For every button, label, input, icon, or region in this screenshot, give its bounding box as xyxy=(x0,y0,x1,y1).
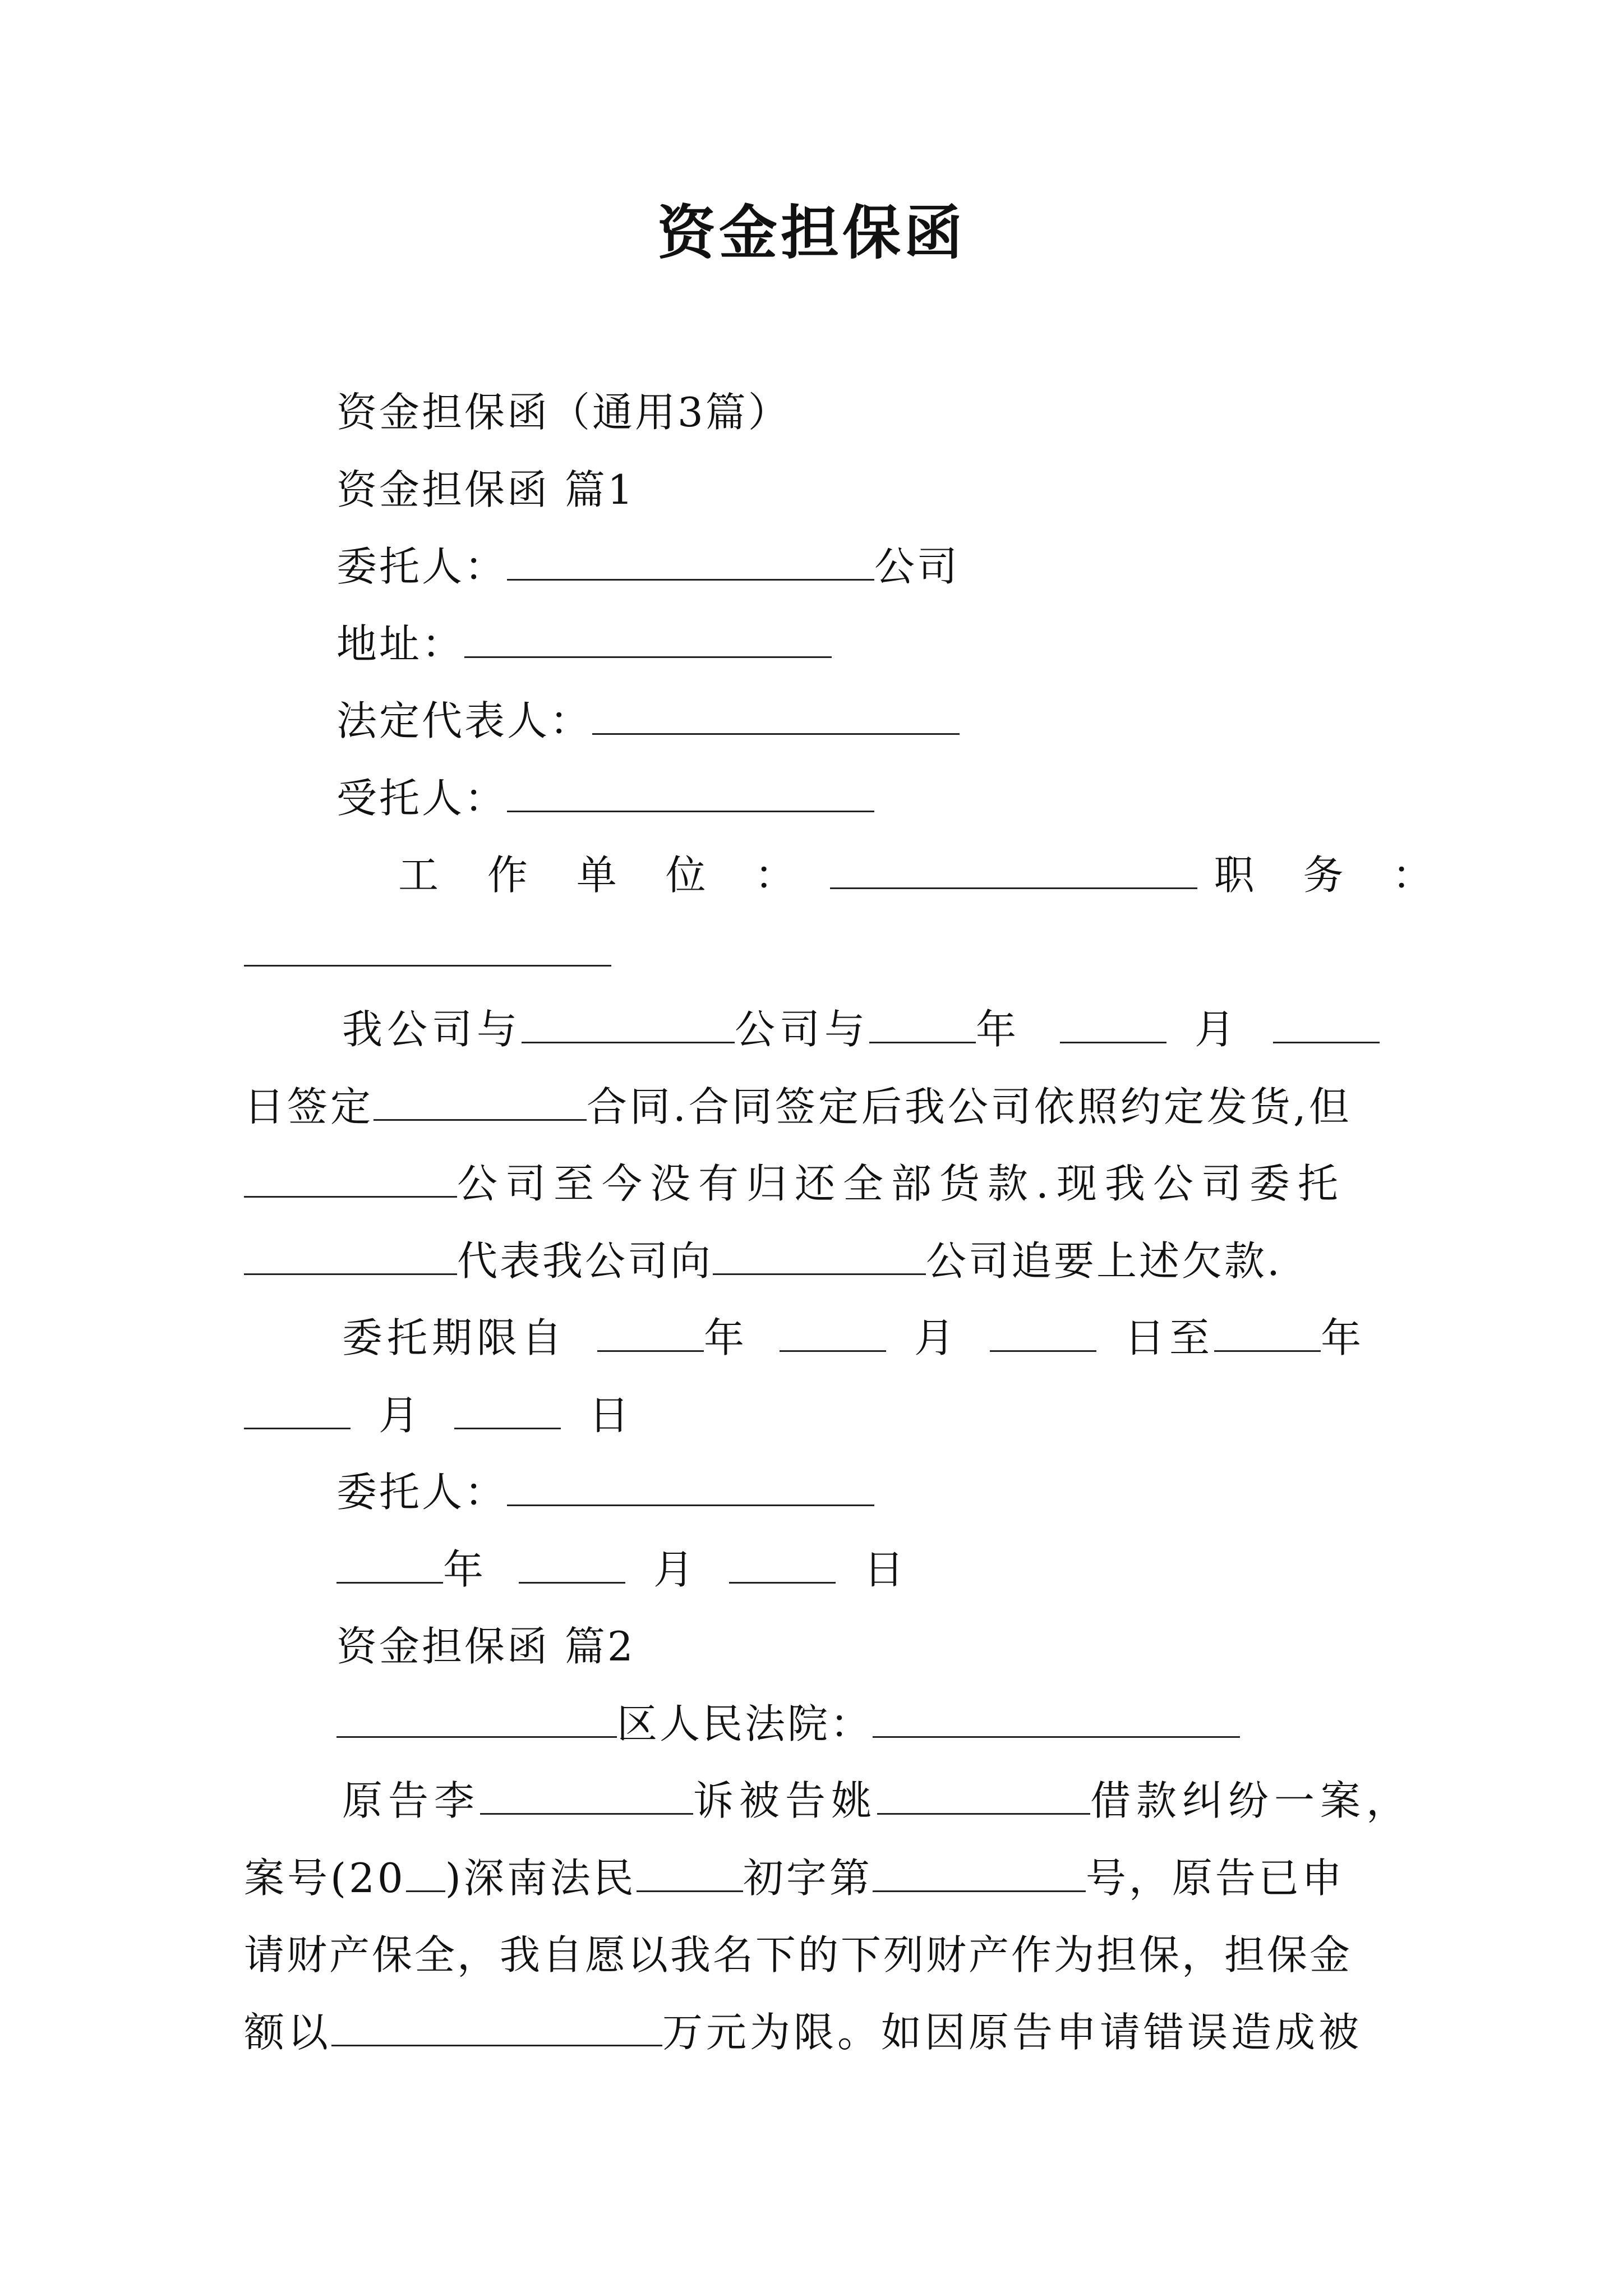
position-line xyxy=(244,922,611,983)
work-unit-line xyxy=(398,844,1450,906)
blank-agent xyxy=(244,1239,457,1275)
legal-rep-label: 法定代表人： xyxy=(336,697,593,744)
blank-day xyxy=(1273,1007,1380,1043)
trustee-label: 受托人： xyxy=(336,775,508,822)
body-p1-text: 日签定 xyxy=(244,1083,374,1130)
blank-amount xyxy=(331,2010,662,2046)
date-text: 月 xyxy=(653,1546,699,1593)
body-p1-text: 公司与 xyxy=(735,1006,870,1053)
legal-rep-line xyxy=(336,690,960,752)
court-label: 区人民法院： xyxy=(617,1700,873,1747)
blank-plaintiff xyxy=(480,1778,693,1815)
work-unit-label: 工 作 单 位 ： xyxy=(398,852,813,899)
period-text: 日 xyxy=(589,1392,634,1439)
blank-start-year xyxy=(597,1315,704,1352)
body-p2-text: 案号(20 xyxy=(244,1855,406,1902)
client-line xyxy=(336,536,960,597)
period-line2 xyxy=(244,1384,634,1446)
blank-company-c xyxy=(713,1239,926,1275)
body-p2-line2 xyxy=(244,1847,1345,1909)
legal-rep-blank xyxy=(592,698,960,735)
body-p1-line3 xyxy=(244,1153,1346,1214)
body-p2-text: 初字第 xyxy=(743,1855,873,1902)
period-text: 日至 xyxy=(1124,1314,1215,1361)
blank-sign-year xyxy=(336,1547,443,1584)
client-suffix: 公司 xyxy=(874,543,960,590)
body-p1-line4 xyxy=(244,1230,1282,1292)
blank-case-year xyxy=(406,1856,445,1892)
body-p1-line1 xyxy=(342,999,1380,1060)
body-p2-text: 诉被告姚 xyxy=(693,1777,878,1824)
body-p1-text: 公司至今没有归还全部货款.现我公司委托 xyxy=(457,1160,1346,1207)
blank-defendant xyxy=(877,1778,1090,1815)
date-text: 年 xyxy=(443,1546,488,1593)
blank-contract xyxy=(374,1084,587,1121)
sign-line xyxy=(336,1461,874,1523)
client-blank xyxy=(507,544,874,581)
period-text: 年 xyxy=(1321,1314,1366,1361)
blank-case-mid xyxy=(637,1856,743,1892)
sign-label: 委托人： xyxy=(336,1469,508,1516)
period-text: 月 xyxy=(914,1314,960,1361)
blank-sign-month xyxy=(519,1547,625,1584)
address-label: 地址： xyxy=(336,620,465,668)
document-title: 资金担保函 xyxy=(657,198,966,267)
court-blank xyxy=(873,1701,1240,1738)
body-p1-text: 公司追要上述欠款. xyxy=(926,1237,1282,1285)
body-p2-line4 xyxy=(244,2001,1362,2063)
section2-heading: 资金担保函 篇2 xyxy=(336,1623,635,1670)
work-unit-blank xyxy=(830,853,1197,889)
trustee-line xyxy=(336,767,874,829)
blank-company-b xyxy=(244,1161,457,1198)
client-label: 委托人： xyxy=(336,543,508,590)
blank-company-a xyxy=(522,1007,735,1043)
date-text: 日 xyxy=(864,1546,909,1593)
address-line xyxy=(336,613,832,675)
body-p2-text: )深南法民 xyxy=(445,1855,637,1902)
sign-blank xyxy=(507,1470,874,1506)
court-line xyxy=(336,1693,1240,1755)
blank-year xyxy=(869,1007,976,1043)
body-p1-text: 代表我公司向 xyxy=(457,1237,713,1285)
section1-heading: 资金担保函 篇1 xyxy=(336,466,635,513)
blank-start-month xyxy=(780,1315,886,1352)
body-p1-text: 年 xyxy=(976,1006,1021,1053)
blank-district xyxy=(336,1701,617,1738)
blank-end-month xyxy=(244,1393,351,1429)
position-blank xyxy=(244,930,611,967)
document-subtitle: 资金担保函（通用3篇） xyxy=(336,389,791,436)
body-p1-text: 月 xyxy=(1195,1006,1240,1053)
body-p2-text: 原告李 xyxy=(342,1777,481,1824)
body-p2-line3: 请财产保全，我自愿以我名下的下列财产作为担保，担保金 xyxy=(244,1931,1353,1978)
body-p2-text: 借款纠纷一案， xyxy=(1090,1777,1413,1824)
body-p2-text: 万元为限。如因原告申请错误造成被 xyxy=(662,2009,1363,2056)
blank-case-number xyxy=(873,1856,1086,1892)
period-text: 年 xyxy=(704,1314,749,1361)
address-blank xyxy=(464,622,832,658)
body-p2-text: 额以 xyxy=(244,2009,332,2056)
trustee-blank xyxy=(507,776,874,812)
blank-sign-day xyxy=(729,1547,836,1584)
blank-month xyxy=(1060,1007,1166,1043)
date-line xyxy=(336,1539,909,1600)
period-text: 月 xyxy=(379,1392,424,1439)
body-p2-line1 xyxy=(342,1770,1412,1832)
body-p1-text: 我公司与 xyxy=(342,1006,522,1053)
blank-end-year xyxy=(1214,1315,1321,1352)
blank-end-day xyxy=(454,1393,561,1429)
period-line1 xyxy=(342,1307,1366,1369)
position-label: 职 务 ： xyxy=(1214,852,1451,899)
body-p1-line2 xyxy=(244,1076,1352,1138)
blank-start-day xyxy=(990,1315,1096,1352)
body-p2-text: 号，原告已申 xyxy=(1085,1855,1345,1902)
body-p1-text: 合同.合同签定后我公司依照约定发货,但 xyxy=(587,1083,1352,1130)
period-text: 委托期限自 xyxy=(342,1314,567,1361)
